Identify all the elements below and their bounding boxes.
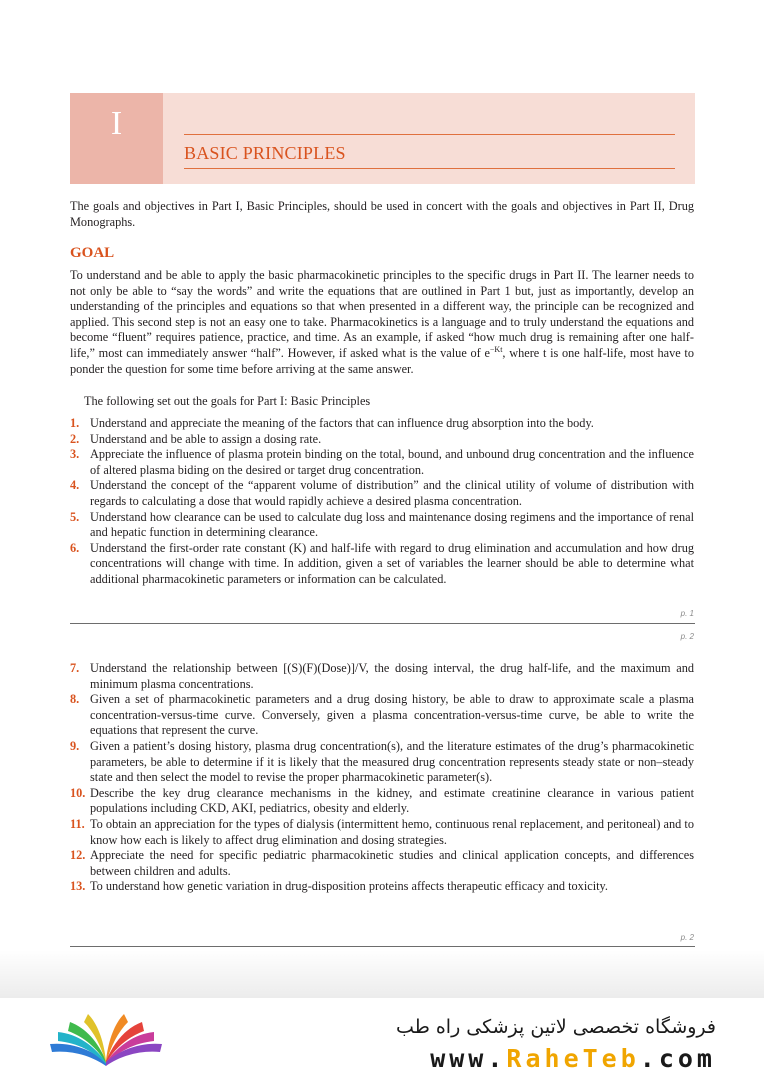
goal-item-text: Given a set of pharmacokinetic parameters and a drug dosing history, be able to draw to approximate scale a plasma concentration-versus-time curve. Conversely, given a plasma concentration-versus-time curve, be able to write the equations that represent the curve. <box>90 692 694 738</box>
part-title: BASIC PRINCIPLES <box>184 143 346 163</box>
goal-item-number: 10. <box>70 785 86 800</box>
goal-item <box>70 661 694 692</box>
goal-item-text: Understand and appreciate the meaning of the factors that can influence drug absorption into the body. <box>90 416 594 430</box>
goal-item <box>70 447 694 478</box>
goal-item-text: Appreciate the need for specific pediatric pharmacokinetic studies and clinical application concepts, and differences between children and adults. <box>90 848 694 878</box>
goal-item-number: 4. <box>70 478 80 493</box>
page-marker-end-1: p. 1 <box>680 609 694 618</box>
goal-item <box>70 879 694 895</box>
goal-item-text: Understand and be able to assign a dosing rate. <box>90 431 322 446</box>
goal-item-number: 8. <box>70 692 80 707</box>
goal-item <box>70 786 694 817</box>
goal-item <box>70 817 694 848</box>
goal-item-number: 3. <box>70 447 80 462</box>
goal-item-number: 2. <box>70 431 80 446</box>
goal-item <box>70 692 694 739</box>
goal-text-before: To understand and be able to apply the basic pharmacokinetic principles to the specific drugs in Part II. The learner needs to not only be able to “say the words” and write the equations that are outlined in Part 1 but, just as importantly, develop an understanding of the principles and equations so that when presented in a different way, the principle can be recognized and applied. This second step is not an easy one to take. Pharmacokinetics is a language and to truly understand the equations and become “fluent” requires patience, practice, and time. As an example, if asked “how much drug is remaining after one half-life,” most can immediately answer “half”. However, if asked what is the value of e <box>70 268 694 360</box>
goal-exponent: −Kt <box>489 344 503 354</box>
goal-item-number: 13. <box>70 879 86 894</box>
goal-item-text: Given a patient’s dosing history, plasma drug concentration(s), and the literature estimates of the drug’s pharmacokinetic parameters, be able to determine if it is likely that the measured drug concentration represents steady state or non–steady state and then select the model to revise the proper pharmacokinetic parameter(s). <box>90 738 694 785</box>
goal-item-number: 5. <box>70 509 80 524</box>
footer-fade <box>0 950 764 998</box>
url-suffix: .com <box>639 1044 716 1073</box>
goal-item <box>70 848 694 879</box>
part-number: I <box>70 93 163 184</box>
goal-item <box>70 541 694 588</box>
store-name: فروشگاه تخصصی لاتین پزشکی راه طب <box>396 1016 716 1038</box>
page-end-rule <box>70 946 695 947</box>
goal-item-text: To understand how genetic variation in drug-disposition proteins affects therapeutic efficacy and toxicity. <box>90 879 608 894</box>
goal-item <box>70 478 694 509</box>
store-url[interactable] <box>430 1044 716 1073</box>
goal-item-text: Appreciate the influence of plasma protein binding on the total, bound, and unbound drug concentration and the influence of altered plasma biding on the desired or target drug concentration. <box>90 447 694 477</box>
book-logo-icon <box>42 1012 172 1068</box>
intro-paragraph: The goals and objectives in Part I, Basic Principles, should be used in concert with the goals and objectives in Part II, Drug Monographs. <box>70 199 694 229</box>
goal-item-number: 11. <box>70 816 85 831</box>
part-banner <box>70 93 695 184</box>
goal-item-number: 7. <box>70 661 80 675</box>
goal-item-text: Describe the key drug clearance mechanisms in the kidney, and estimate creatinine clearance in various patient populations including CKD, AKI, pediatrics, obesity and elderly. <box>90 785 694 816</box>
goal-item-number: 9. <box>70 738 80 753</box>
goal-item-text: Understand the relationship between [(S)(F)(Dose)]/V, the dosing interval, the drug half-life, and the maximum and minimum plasma concentrations. <box>90 661 694 691</box>
page-marker-end-2: p. 2 <box>680 933 694 942</box>
goals-list-page2 <box>70 661 694 895</box>
goals-intro-line: The following set out the goals for Part I: Basic Principles <box>84 394 371 408</box>
goal-item <box>70 432 694 448</box>
url-prefix: www. <box>430 1044 507 1073</box>
goal-item-text: Understand how clearance can be used to calculate dug loss and maintenance dosing regimens and the importance of renal and hepatic function in determining clearance. <box>90 509 694 540</box>
goal-item-number: 1. <box>70 416 80 430</box>
goal-item <box>70 416 694 432</box>
goal-item-text: To obtain an appreciation for the types of dialysis (intermittent hemo, continuous renal replacement, and peritoneal) and to know how each is likely to affect drug elimination and dosing strategies. <box>90 816 694 847</box>
banner-rule-top <box>184 134 675 135</box>
page-marker-start-2: p. 2 <box>680 632 694 641</box>
page-break-rule <box>70 623 695 624</box>
goals-list-page1 <box>70 416 694 588</box>
goal-text-after: , where t is one half-life, most have to ponder the question for some time before arriving at the same answer. <box>70 345 694 376</box>
goal-item-number: 6. <box>70 540 80 555</box>
goal-item-number: 12. <box>70 848 86 863</box>
goal-heading: GOAL <box>70 245 115 261</box>
store-footer <box>0 998 764 1080</box>
goal-item-text: Understand the first-order rate constant (K) and half-life with regard to drug elimination and accumulation and how drug concentrations will change with time. In addition, given a set of variables the learner should be able to determine what additional pharmacokinetic parameters or information can be calculated. <box>90 540 694 586</box>
url-brand: RaheTeb <box>506 1044 640 1073</box>
goal-item-text: Understand the concept of the “apparent volume of distribution” and the clinical utility of volume of distribution with regards to calculating a dose that would rapidly achieve a desired plasma concentration. <box>90 478 694 508</box>
goal-item <box>70 739 694 786</box>
goal-paragraph <box>70 268 694 377</box>
banner-rule-bottom <box>184 168 675 169</box>
goal-item <box>70 510 694 541</box>
